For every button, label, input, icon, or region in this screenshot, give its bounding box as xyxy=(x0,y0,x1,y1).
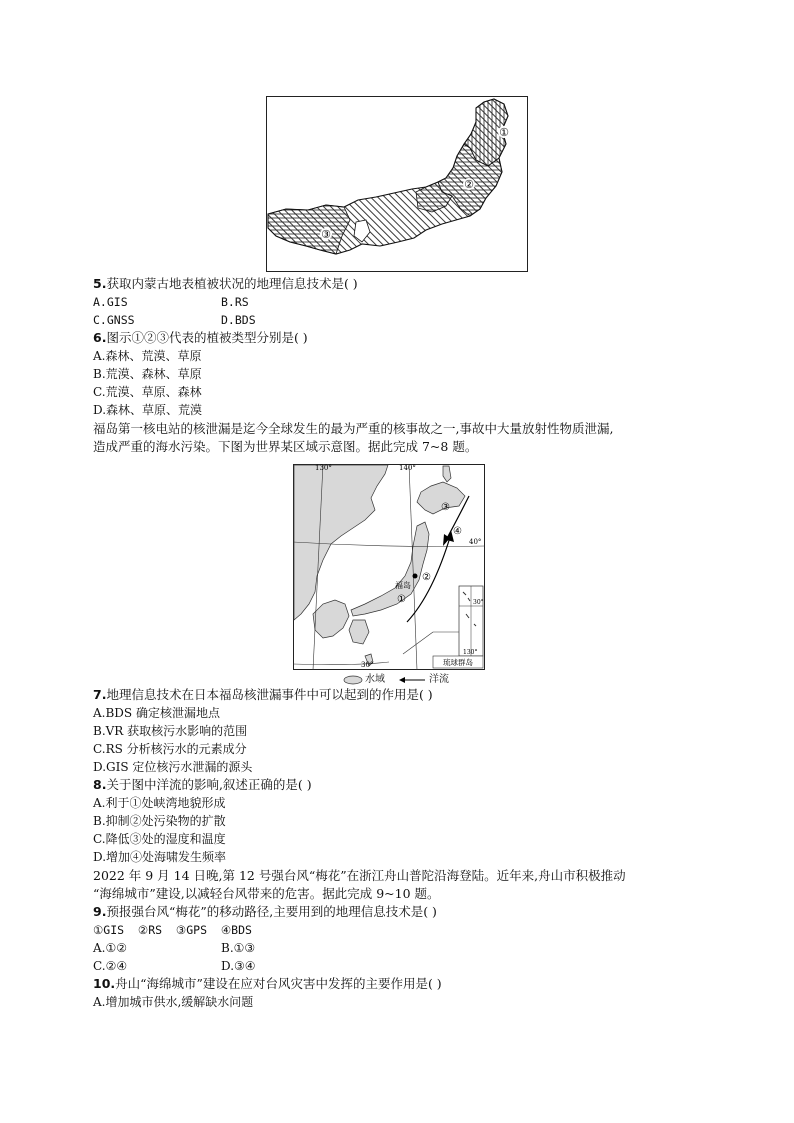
q7-stem xyxy=(93,687,433,703)
q5-option-a[interactable]: A.GIS xyxy=(93,295,128,309)
map1-label-3: ③ xyxy=(321,228,331,241)
q8-option-a[interactable]: A.利于①处峡湾地貌形成 xyxy=(93,796,226,810)
q9-number: 9. xyxy=(93,904,107,919)
map1-label-1: ① xyxy=(499,126,509,139)
q5-option-b[interactable]: B.RS xyxy=(221,295,249,309)
legend-current-icon xyxy=(399,676,425,684)
map1-label-2: ② xyxy=(464,178,474,191)
q7-stem-text: 地理信息技术在日本福岛核泄漏事件中可以起到的作用是( ) xyxy=(106,687,433,702)
fukushima-label: 福岛 xyxy=(395,581,411,590)
q8-stem-text: 关于图中洋流的影响,叙述正确的是( ) xyxy=(106,777,312,792)
inset-lon-label: 130° xyxy=(463,649,478,656)
q9-stem xyxy=(93,904,437,920)
legend-current-label: 洋流 xyxy=(429,674,449,685)
q8-option-b[interactable]: B.抑制②处污染物的扩散 xyxy=(93,814,226,828)
q5-number: 5. xyxy=(93,276,107,291)
q9-option-b[interactable]: B.①③ xyxy=(221,941,256,955)
q5-stem xyxy=(93,276,358,292)
q6-option-b[interactable]: B.荒漠、森林、草原 xyxy=(93,367,202,381)
q7-option-a[interactable]: A.BDS 确定核泄漏地点 xyxy=(93,706,220,720)
q10-option-a[interactable]: A.增加城市供水,缓解缺水问题 xyxy=(93,995,254,1009)
lat-30-label: 30° xyxy=(361,661,374,669)
q6-stem xyxy=(93,330,308,346)
lon-130-label: 130° xyxy=(315,464,332,472)
q5-option-d[interactable]: D.BDS xyxy=(221,313,256,327)
q10-stem-text: 舟山“海绵城市”建设在应对台风灾害中发挥的主要作用是( ) xyxy=(115,976,442,991)
q8-option-d[interactable]: D.增加④处海啸发生频率 xyxy=(93,850,227,864)
q8-number: 8. xyxy=(93,777,107,792)
q9-option-d[interactable]: D.③④ xyxy=(221,959,256,973)
mark-2: ② xyxy=(422,572,431,583)
legend-water-icon xyxy=(343,675,363,685)
fukushima-point xyxy=(413,574,418,579)
q6-option-a[interactable]: A.森林、荒漠、草原 xyxy=(93,349,202,363)
q6-number: 6. xyxy=(93,330,107,345)
mark-3: ③ xyxy=(441,502,450,513)
q7-number: 7. xyxy=(93,687,107,702)
passage2-line2: “海绵城市”建设,以减轻台风带来的危害。据此完成 9~10 题。 xyxy=(93,886,440,901)
mark-1: ① xyxy=(397,594,406,605)
lat-40-label: 40° xyxy=(469,538,482,546)
q6-stem-text: 图示①②③代表的植被类型分别是( ) xyxy=(106,330,308,345)
q6-option-c[interactable]: C.荒漠、草原、森林 xyxy=(93,385,202,399)
q9-option-a[interactable]: A.①② xyxy=(93,941,127,955)
map2-legend xyxy=(343,673,513,687)
q9-stem-text: 预报强台风“梅花”的移动路径,主要用到的地理信息技术是( ) xyxy=(106,904,437,919)
q10-stem xyxy=(93,976,442,992)
q9-option-c[interactable]: C.②④ xyxy=(93,959,128,973)
passage1-line2: 造成严重的海水污染。下图为世界某区域示意图。据此完成 7~8 题。 xyxy=(93,439,478,454)
mark-4: ④ xyxy=(453,526,462,537)
q9-items: ①GIS ②RS ③GPS ④BDS xyxy=(93,923,252,937)
q8-stem xyxy=(93,777,312,793)
q7-option-c[interactable]: C.RS 分析核污水的元素成分 xyxy=(93,742,247,756)
q7-option-d[interactable]: D.GIS 定位核污水泄漏的源头 xyxy=(93,760,253,774)
inset-lat-label: 30° xyxy=(473,599,484,606)
lon-140-label: 140° xyxy=(399,464,416,472)
legend-water-label: 水域 xyxy=(365,674,385,685)
q5-option-c[interactable]: C.GNSS xyxy=(93,313,135,327)
q10-number: 10. xyxy=(93,976,116,991)
q8-option-c[interactable]: C.降低③处的湿度和温度 xyxy=(93,832,226,846)
passage1-line1: 福岛第一核电站的核泄漏是迄今全球发生的最为严重的核事故之一,事故中大量放射性物质泄漏, xyxy=(93,421,614,436)
q7-option-b[interactable]: B.VR 获取核污水影响的范围 xyxy=(93,724,248,738)
passage2-line1: 2022 年 9 月 14 日晚,第 12 号强台风“梅花”在浙江舟山普陀沿海登陆。近年来,舟山市积极推动 xyxy=(93,868,626,883)
inner-mongolia-vegetation-map xyxy=(266,96,528,272)
inset-title: 琉球群岛 xyxy=(443,658,473,667)
q5-stem-text: 获取内蒙古地表植被状况的地理信息技术是( ) xyxy=(106,276,358,291)
japan-region-map xyxy=(293,464,485,670)
q6-option-d[interactable]: D.森林、草原、荒漠 xyxy=(93,403,203,417)
